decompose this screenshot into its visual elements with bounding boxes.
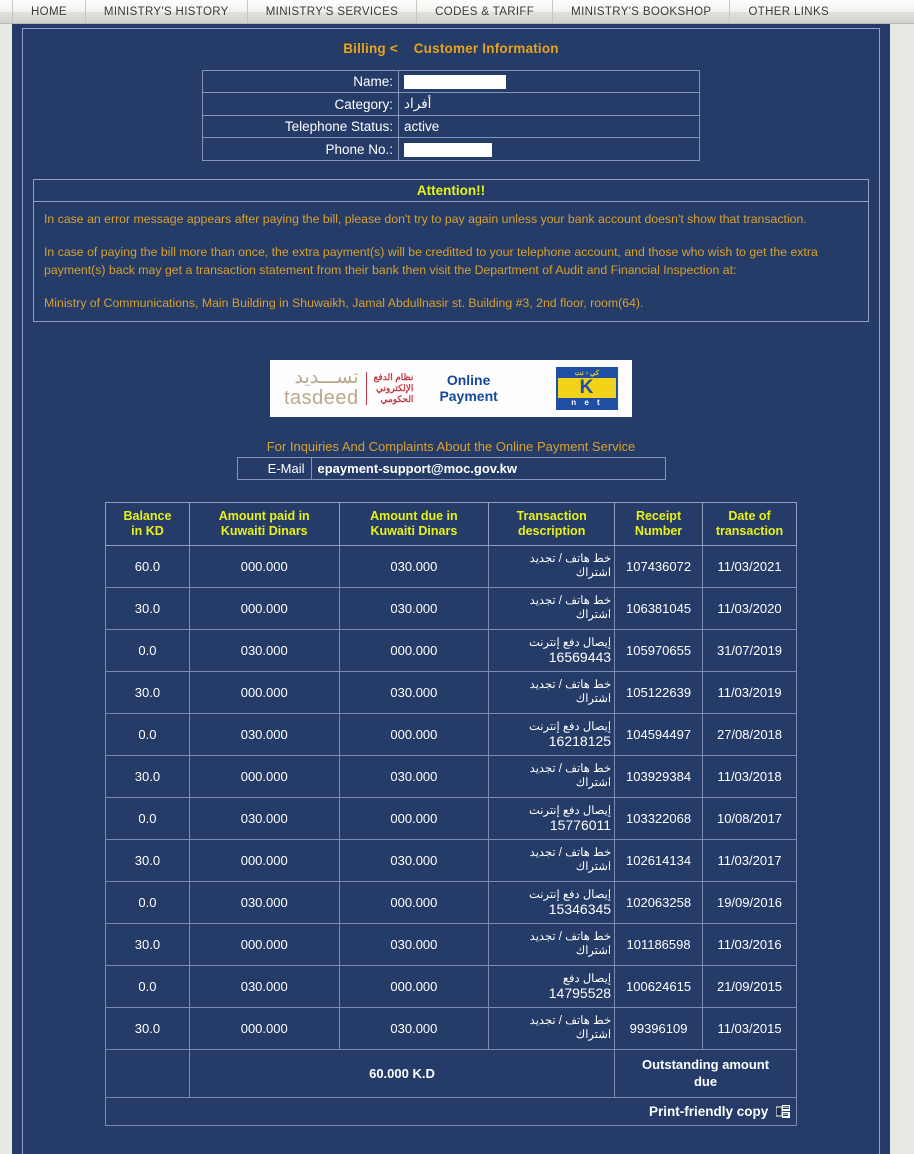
customer-row-status [203,116,700,138]
cell-description-text: إيصال دفع إنترنت [529,889,612,902]
support-email-row [237,457,665,479]
table-row [106,545,797,587]
column-header-due-line1: Amount due in [370,508,458,523]
email-label: E-Mail [237,457,311,479]
cell-receipt-number: 102063258 [615,881,703,923]
top-navigation-bar [0,0,914,24]
cell-transaction-description [489,671,615,713]
tasdeed-logo [284,368,413,408]
cell-amount-paid: 000.000 [189,755,339,797]
knet-letter-k: K [558,378,616,398]
online-payment-line-2: Payment [439,388,498,405]
cell-description-text: خط هاتف / تجديد اشتراك [529,847,612,874]
outstanding-label-line1: Outstanding amount [641,1057,770,1073]
cell-date-of-transaction: 11/03/2020 [703,587,797,629]
customer-name-label: Name: [203,71,399,93]
cell-amount-due: 000.000 [339,713,489,755]
telephone-status-value: active [399,116,700,138]
cell-receipt-number: 106381045 [615,587,703,629]
table-row [106,839,797,881]
transactions-table-wrapper [23,502,879,1126]
cell-balance: 30.0 [106,671,190,713]
cell-date-of-transaction: 31/07/2019 [703,629,797,671]
nav-other-links[interactable]: OTHER LINKS [748,5,829,18]
cell-amount-paid: 000.000 [189,587,339,629]
nav-ministrys-services[interactable]: MINISTRY'S SERVICES [248,0,417,23]
column-header-date-line2: transaction [715,523,784,538]
column-header-date [703,502,797,545]
cell-amount-paid: 000.000 [189,1007,339,1049]
column-header-desc-line2: description [517,523,586,538]
outstanding-label-line2: due [693,1074,718,1090]
attention-paragraph-3: Ministry of Communications, Main Building in Shuwaikh, Jamal Abdullnasir st. Building #3, 2nd floor, room(64). [44,295,644,310]
online-payment-label [439,372,497,404]
cell-receipt-number: 105970655 [615,629,703,671]
outstanding-total-row [106,1049,797,1097]
cell-date-of-transaction: 11/03/2019 [703,671,797,713]
cell-amount-due: 030.000 [339,755,489,797]
cell-receipt-number: 102614134 [615,839,703,881]
cell-receipt-number: 101186598 [615,923,703,965]
inquiries-text: For Inquiries And Complaints About the Online Payment Service [266,438,636,454]
cell-receipt-number: 107436072 [615,545,703,587]
column-header-receipt-number [615,502,703,545]
column-header-amount-due [339,502,489,545]
cell-balance: 0.0 [106,881,190,923]
cell-balance: 60.0 [106,545,190,587]
attention-notice [33,179,869,322]
table-row [106,1007,797,1049]
tasdeed-subtitle-line-2: الإلكتروني [376,382,414,393]
breadcrumb-billing[interactable]: Billing < [343,41,398,56]
cell-description-text: خط هاتف / تجديد اشتراك [529,553,612,580]
cell-amount-due: 000.000 [339,797,489,839]
cell-amount-paid: 000.000 [189,839,339,881]
table-row [106,755,797,797]
cell-receipt-number: 103322068 [615,797,703,839]
phone-number-value [399,138,700,160]
cell-date-of-transaction: 19/09/2016 [703,881,797,923]
cell-amount-paid: 000.000 [189,923,339,965]
customer-row-name [203,71,700,93]
tasdeed-subtitle-line-1: نظام الدفع [373,371,414,382]
cell-balance: 30.0 [106,587,190,629]
cell-amount-paid: 030.000 [189,881,339,923]
cell-date-of-transaction: 21/09/2015 [703,965,797,1007]
transactions-table-foot [106,1049,797,1125]
table-row [106,923,797,965]
table-row [106,965,797,1007]
tasdeed-logo-text [284,368,359,408]
support-email-table [237,457,666,480]
column-header-amount-paid [189,502,339,545]
cell-amount-due: 030.000 [339,923,489,965]
tasdeed-arabic-wordmark: تســـديد [294,367,359,389]
cell-description-text: خط هاتف / تجديد اشتراك [529,595,612,622]
cell-balance: 30.0 [106,755,190,797]
cell-description-text: إيصال دفع [562,973,612,986]
cell-description-reference: 16218125 [548,733,612,750]
knet-arabic-text: كي - نت [574,369,600,377]
cell-description-text: خط هاتف / تجديد اشتراك [529,763,612,790]
cell-transaction-description [489,881,615,923]
cell-amount-due: 030.000 [339,1007,489,1049]
table-row [106,671,797,713]
print-friendly-cell[interactable] [106,1097,797,1125]
customer-category-label: Category: [203,93,399,116]
knet-logo [556,367,618,410]
cell-date-of-transaction: 11/03/2018 [703,755,797,797]
column-header-desc-line1: Transaction [516,508,587,523]
cell-receipt-number: 100624615 [615,965,703,1007]
cell-description-text: إيصال دفع إنترنت [529,805,612,818]
cell-transaction-description [489,965,615,1007]
cell-amount-due: 000.000 [339,629,489,671]
cell-date-of-transaction: 11/03/2017 [703,839,797,881]
cell-transaction-description [489,629,615,671]
cell-balance: 0.0 [106,965,190,1007]
redaction-block-phone [404,143,492,157]
payment-banner [270,360,632,417]
table-row [106,881,797,923]
cell-amount-due: 030.000 [339,545,489,587]
table-row [106,713,797,755]
column-header-balance-line2: in KD [131,523,164,538]
column-header-description [489,502,615,545]
transactions-table-head [106,502,797,545]
page-title [23,29,879,66]
cell-transaction-description [489,755,615,797]
tasdeed-latin-wordmark: tasdeed [284,387,359,410]
transactions-table-body [106,545,797,1049]
cell-amount-paid: 030.000 [189,629,339,671]
cell-transaction-description [489,587,615,629]
cell-receipt-number: 103929384 [615,755,703,797]
customer-row-category [203,93,700,116]
page-wrapper [0,24,914,1154]
cell-description-reference: 15776011 [549,817,612,834]
table-row [106,587,797,629]
print-friendly-label[interactable]: Print-friendly copy [648,1103,769,1119]
transactions-header-row [106,502,797,545]
cell-transaction-description [489,839,615,881]
cell-date-of-transaction: 11/03/2021 [703,545,797,587]
nav-ministrys-bookshop[interactable]: MINISTRY'S BOOKSHOP [553,0,730,23]
attention-heading: Attention!! [34,180,868,202]
cell-date-of-transaction: 27/08/2018 [703,713,797,755]
column-header-balance [106,502,190,545]
outstanding-amount-value: 60.000 K.D [189,1049,614,1097]
cell-description-text: إيصال دفع إنترنت [529,721,612,734]
attention-paragraph-2: In case of paying the bill more than once, the extra payment(s) will be creditted to your telephone account, and those who wish to get the extra payment(s) back may get a transaction statement from their bank then visit the Department of Audit and Financial Inspection at: [44,244,818,277]
customer-row-phone [203,138,700,160]
cell-amount-paid: 030.000 [189,713,339,755]
customer-information-table [202,70,700,161]
customer-name-value [399,71,700,93]
nav-codes-tariff[interactable]: CODES & TARIFF [417,0,553,23]
cell-balance: 0.0 [106,713,190,755]
cell-transaction-description [489,1007,615,1049]
redaction-block-name [404,75,506,89]
cell-balance: 0.0 [106,629,190,671]
total-row-spacer-balance [106,1049,190,1097]
telephone-status-label: Telephone Status: [203,116,399,138]
nav-ministrys-history[interactable]: MINISTRY'S HISTORY [86,0,248,23]
cell-receipt-number: 99396109 [615,1007,703,1049]
cell-description-reference: 15346345 [548,901,612,918]
cell-date-of-transaction: 11/03/2015 [703,1007,797,1049]
customer-category-value: أفراد [399,93,700,116]
cell-description-reference: 16569443 [548,649,612,666]
cell-date-of-transaction: 10/08/2017 [703,797,797,839]
cell-balance: 30.0 [106,923,190,965]
online-payment-line-1: Online [446,372,491,389]
cell-amount-due: 000.000 [339,881,489,923]
cell-transaction-description [489,545,615,587]
cell-description-text: إيصال دفع إنترنت [529,637,612,650]
cell-amount-due: 030.000 [339,671,489,713]
column-header-paid-line2: Kuwaiti Dinars [220,523,308,538]
cell-description-text: خط هاتف / تجديد اشتراك [529,679,612,706]
payment-banner-wrapper [23,360,879,417]
breadcrumb-customer-information: Customer Information [413,41,559,56]
cell-transaction-description [489,713,615,755]
cell-description-text: خط هاتف / تجديد اشتراك [529,931,612,958]
printer-icon[interactable] [776,1105,790,1118]
print-friendly-row[interactable] [106,1097,797,1125]
cell-amount-paid: 000.000 [189,545,339,587]
tasdeed-subtitle [366,372,414,405]
cell-balance: 30.0 [106,1007,190,1049]
column-header-balance-line1: Balance [123,508,172,523]
cell-amount-paid: 000.000 [189,671,339,713]
column-header-date-line1: Date of [728,508,771,523]
cell-receipt-number: 104594497 [615,713,703,755]
column-header-paid-line1: Amount paid in [218,508,310,523]
cell-date-of-transaction: 11/03/2016 [703,923,797,965]
cell-balance: 30.0 [106,839,190,881]
phone-number-label: Phone No.: [203,138,399,160]
cell-amount-due: 000.000 [339,965,489,1007]
tasdeed-subtitle-line-3: الحكومي [380,393,414,404]
knet-net-text: n e t [571,397,603,407]
cell-balance: 0.0 [106,797,190,839]
column-header-receipt-line2: Number [634,523,683,538]
cell-description-text: خط هاتف / تجديد اشتراك [529,1015,612,1042]
cell-transaction-description [489,797,615,839]
cell-amount-paid: 030.000 [189,965,339,1007]
attention-body [34,202,868,321]
cell-amount-paid: 030.000 [189,797,339,839]
table-row [106,629,797,671]
column-header-receipt-line1: Receipt [635,508,682,523]
table-row [106,797,797,839]
outstanding-amount-label [615,1049,797,1097]
column-header-due-line2: Kuwaiti Dinars [370,523,458,538]
cell-transaction-description [489,923,615,965]
content-panel [22,28,880,1154]
cell-receipt-number: 105122639 [615,671,703,713]
cell-amount-due: 030.000 [339,839,489,881]
transactions-table [105,502,797,1126]
cell-amount-due: 030.000 [339,587,489,629]
attention-paragraph-1: In case an error message appears after paying the bill, please don't try to pay again unless your bank account doesn't show that transaction. [44,211,807,226]
email-value[interactable]: epayment-support@moc.gov.kw [311,457,665,479]
cell-description-reference: 14795528 [548,985,612,1002]
nav-home[interactable]: HOME [12,0,86,23]
